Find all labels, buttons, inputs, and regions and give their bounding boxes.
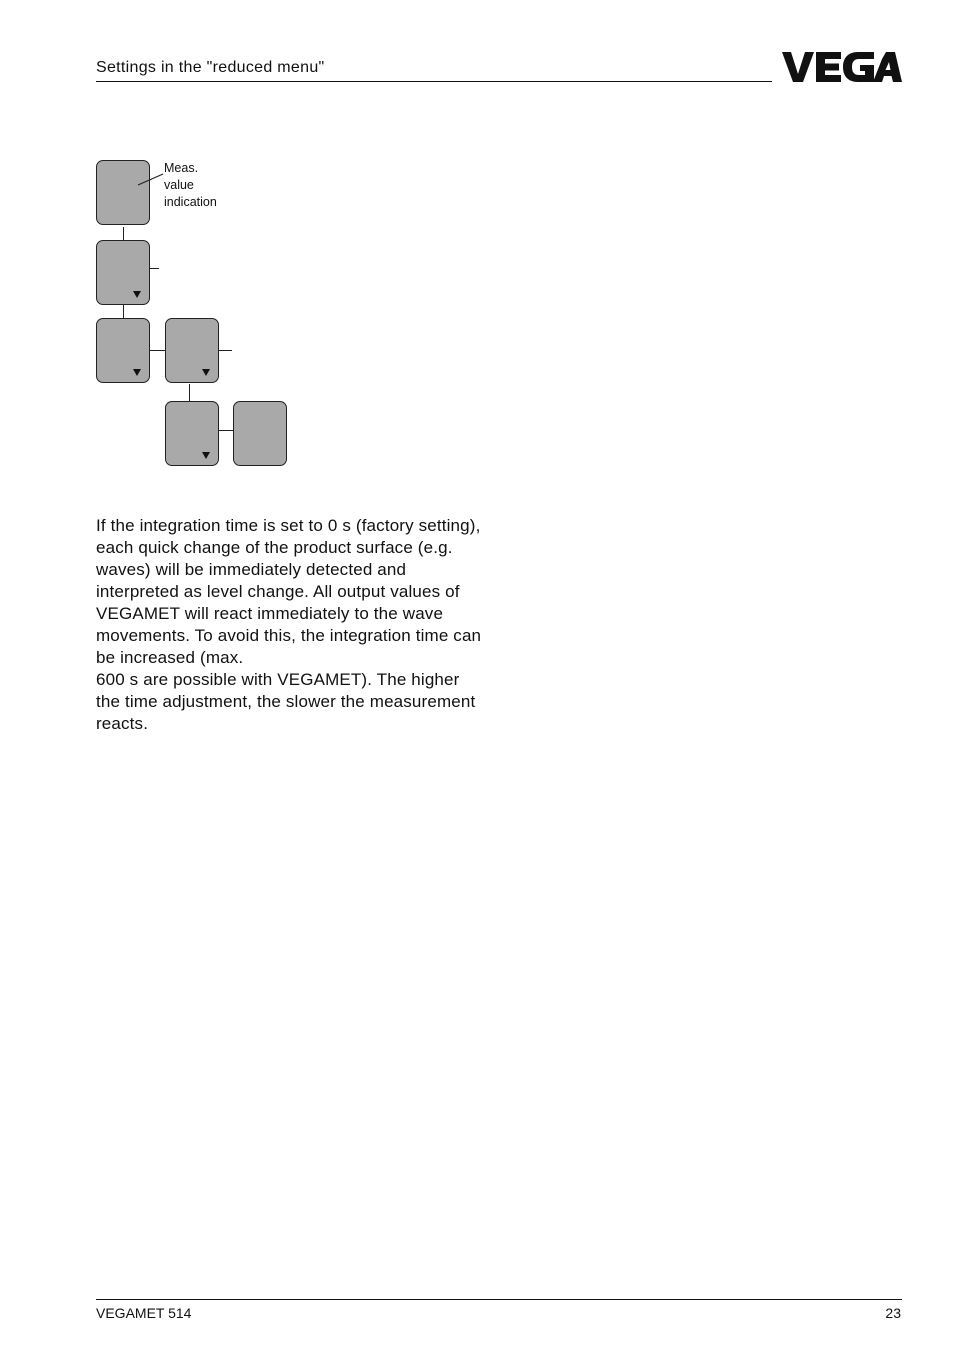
footer-divider [96,1299,902,1300]
footer-product-name: VEGAMET 514 [96,1305,192,1321]
page-number: 23 [885,1305,901,1321]
connector-line [189,384,190,401]
connector-line [219,430,233,431]
paragraph: If the integration time is set to 0 s (factory setting), each quick change of the product surface (e.g. waves) will be immediately detected and interpreted as level change. All output values of VEGAMET will react immediately to the wave movements. To avoid this, the integration time can be increased (max. [96,516,482,667]
down-arrow-icon [133,369,141,376]
connector-line [150,350,165,351]
header-divider [96,81,772,82]
vega-logo [782,50,902,84]
down-arrow-icon [133,291,141,298]
down-arrow-icon [202,452,210,459]
menu-box-level-3-sub [165,318,219,383]
callout-line: Meas. [164,161,199,175]
connector-line [123,305,124,318]
callout-label [164,160,244,211]
connector-line [123,227,124,240]
down-arrow-icon [202,369,210,376]
body-text [96,515,488,735]
page-section-title: Settings in the "reduced menu" [96,59,325,76]
paragraph: 600 s are possible with VEGAMET). The higher the time adjustment, the slower the measurement reacts. [96,670,476,733]
connector-line [219,350,232,351]
menu-box-level-2 [96,240,150,305]
callout-line: value [164,178,194,192]
menu-box-level-4-value [233,401,287,466]
callout-line: indication [164,195,217,209]
connector-line [150,268,159,269]
menu-box-level-3 [96,318,150,383]
menu-box-level-4 [165,401,219,466]
